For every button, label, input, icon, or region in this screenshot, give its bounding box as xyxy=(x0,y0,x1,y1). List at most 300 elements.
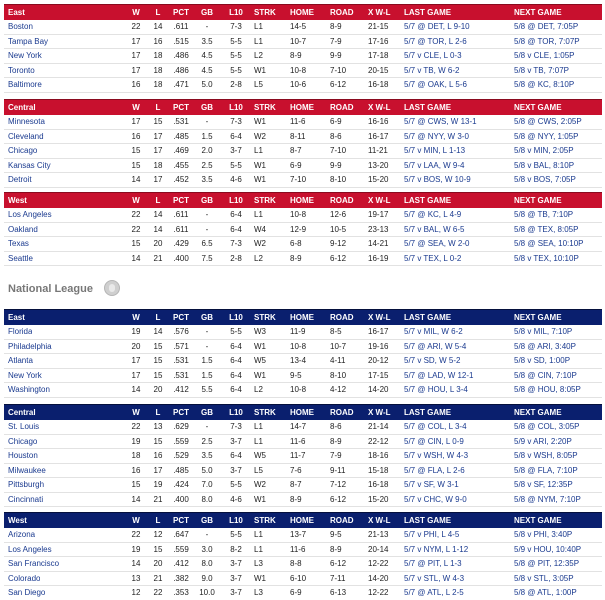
column-header-road: ROAD xyxy=(330,313,354,322)
last-game-link[interactable]: 5/7 v TEX, L 0-2 xyxy=(404,253,462,263)
team-link[interactable]: Milwaukee xyxy=(8,465,46,475)
team-link[interactable]: New York xyxy=(8,370,42,380)
table-row xyxy=(4,159,602,174)
stat-road: 9-5 xyxy=(330,530,342,540)
team-link[interactable]: Florida xyxy=(8,327,33,337)
next-game-link[interactable]: 5/8 @ TOR, 7:07P xyxy=(514,36,580,46)
last-game-link[interactable]: 5/7 @ KC, L 4-9 xyxy=(404,210,462,220)
stat-xwl: 20-14 xyxy=(368,544,389,554)
stat-road: 8-10 xyxy=(330,370,347,380)
stat-strk: L2 xyxy=(254,253,263,263)
table-row xyxy=(4,528,602,543)
team-link[interactable]: Arizona xyxy=(8,530,36,540)
stat-l: 21 xyxy=(153,573,163,583)
team-link[interactable]: Washington xyxy=(8,385,50,395)
stat-pct: .559 xyxy=(173,544,189,554)
stat-strk: L1 xyxy=(254,146,263,156)
stat-l10: 5-5 xyxy=(230,51,242,61)
stat-xwl: 16-17 xyxy=(368,327,389,337)
table-row xyxy=(4,115,602,130)
last-game-link[interactable]: 5/7 v SD, W 5-2 xyxy=(404,356,461,366)
stat-w: 15 xyxy=(131,239,141,249)
stat-pct: .531 xyxy=(173,370,189,380)
stat-home: 11-9 xyxy=(290,327,306,337)
stat-w: 20 xyxy=(131,341,141,351)
stat-l10: 5-5 xyxy=(230,530,242,540)
last-game-link[interactable]: 5/7 v MIN, L 1-13 xyxy=(404,146,466,156)
column-header-home: HOME xyxy=(290,196,314,205)
last-game-link[interactable]: 5/7 v CLE, L 0-3 xyxy=(404,51,462,61)
stat-w: 15 xyxy=(131,146,141,156)
column-header-l: L xyxy=(155,313,161,322)
next-game-link[interactable]: 5/8 v MIL, 7:10P xyxy=(514,327,573,337)
stat-w: 17 xyxy=(131,370,141,380)
stat-strk: W1 xyxy=(254,341,266,351)
stat-xwl: 15-20 xyxy=(368,175,389,185)
stat-home: 10-8 xyxy=(290,65,307,75)
division-american-league-east xyxy=(4,4,602,93)
next-game-link[interactable]: 5/9 v ARI, 2:20P xyxy=(514,436,572,446)
stat-pct: .452 xyxy=(173,175,189,185)
stat-xwl: 20-15 xyxy=(368,65,389,75)
stat-l10: 5-5 xyxy=(230,480,242,490)
stat-l10: 3-7 xyxy=(230,559,242,569)
stat-strk: W1 xyxy=(254,65,266,75)
team-link[interactable]: Philadelphia xyxy=(8,341,52,351)
stat-home: 14-5 xyxy=(290,22,307,32)
last-game-link[interactable]: 5/7 v WSH, W 4-3 xyxy=(404,451,469,461)
table-row xyxy=(4,543,602,558)
next-game-link[interactable]: 5/8 @ PIT, 12:35P xyxy=(514,559,580,569)
stat-pct: .485 xyxy=(173,465,189,475)
next-game-link[interactable]: 5/8 @ KC, 8:10P xyxy=(514,80,575,90)
last-game-link[interactable]: 5/7 @ LAD, W 12-1 xyxy=(404,370,474,380)
column-header-pct: PCT xyxy=(173,313,189,322)
stat-home: 8-9 xyxy=(290,494,302,504)
stat-l10: 3-7 xyxy=(230,465,242,475)
table-row xyxy=(4,449,602,464)
next-game-link[interactable]: 5/8 v TB, 7:07P xyxy=(514,65,569,75)
column-header-next: NEXT GAME xyxy=(514,313,562,322)
team-link[interactable]: Los Angeles xyxy=(8,210,52,220)
team-link[interactable]: Atlanta xyxy=(8,356,33,366)
stat-road: 10-5 xyxy=(330,224,347,234)
stat-road: 7-10 xyxy=(330,65,347,75)
stat-strk: W1 xyxy=(254,160,266,170)
team-link[interactable]: San Diego xyxy=(8,588,46,598)
table-row xyxy=(4,493,602,508)
stat-pct: .611 xyxy=(173,22,189,32)
stat-strk: W2 xyxy=(254,480,266,490)
division-national-league-central xyxy=(4,404,602,507)
stat-l10: 7-3 xyxy=(230,117,242,127)
column-header-road: ROAD xyxy=(330,8,354,17)
last-game-link[interactable]: 5/7 v TB, W 6-2 xyxy=(404,65,460,75)
stat-strk: W1 xyxy=(254,175,266,185)
next-game-link[interactable]: 5/8 v STL, 3:05P xyxy=(514,573,574,583)
stat-strk: W1 xyxy=(254,494,266,504)
division-national-league-east xyxy=(4,309,602,398)
stat-w: 17 xyxy=(131,65,141,75)
next-game-link[interactable]: 5/8 v MIN, 2:05P xyxy=(514,146,574,156)
column-header-xwl: X W-L xyxy=(368,408,391,417)
stat-home: 6-8 xyxy=(290,239,302,249)
stat-home: 8-8 xyxy=(290,559,302,569)
column-header-last: LAST GAME xyxy=(404,516,452,525)
team-link[interactable]: Houston xyxy=(8,451,38,461)
column-header-l10: L10 xyxy=(229,313,243,322)
stat-l: 18 xyxy=(153,160,163,170)
next-game-link[interactable]: 5/8 @ ATL, 1:00P xyxy=(514,588,577,598)
stat-gb: 8.0 xyxy=(201,559,213,569)
division-header xyxy=(4,404,602,420)
team-link[interactable]: Cincinnati xyxy=(8,494,44,504)
stat-road: 8-6 xyxy=(330,422,342,432)
stat-l10: 6-4 xyxy=(230,370,242,380)
table-row xyxy=(4,435,602,450)
next-game-link[interactable]: 5/8 v SF, 12:35P xyxy=(514,480,573,490)
table-row xyxy=(4,478,602,493)
stat-xwl: 13-20 xyxy=(368,160,389,170)
next-game-link[interactable]: 5/9 v HOU, 10:40P xyxy=(514,544,582,554)
next-game-link[interactable]: 5/8 @ NYY, 1:05P xyxy=(514,131,579,141)
stat-w: 14 xyxy=(131,559,141,569)
team-link[interactable]: Oakland xyxy=(8,224,38,234)
table-row xyxy=(4,144,602,159)
last-game-link[interactable]: 5/7 @ DET, L 9-10 xyxy=(404,22,470,32)
column-header-next: NEXT GAME xyxy=(514,103,562,112)
column-header-xwl: X W-L xyxy=(368,8,391,17)
stat-l10: 7-3 xyxy=(230,239,242,249)
last-game-link[interactable]: 5/7 @ SEA, W 2-0 xyxy=(404,239,470,249)
next-game-link[interactable]: 5/8 @ CWS, 2:05P xyxy=(514,117,582,127)
column-header-home: HOME xyxy=(290,408,314,417)
stat-gb: 4.5 xyxy=(201,65,213,75)
stat-l: 15 xyxy=(153,370,163,380)
stat-strk: L1 xyxy=(254,436,263,446)
stat-gb: - xyxy=(205,327,209,337)
next-game-link[interactable]: 5/8 v TEX, 10:10P xyxy=(514,253,579,263)
stat-road: 8-6 xyxy=(330,131,342,141)
table-row xyxy=(4,325,602,340)
stat-pct: .629 xyxy=(173,422,189,432)
stat-l10: 6-4 xyxy=(230,451,242,461)
stat-strk: W1 xyxy=(254,117,266,127)
column-header-gb: GB xyxy=(201,313,213,322)
last-game-link[interactable]: 5/7 @ FLA, L 2-6 xyxy=(404,465,465,475)
team-link[interactable]: Detroit xyxy=(8,175,32,185)
next-game-link[interactable]: 5/8 v BOS, 7:05P xyxy=(514,175,576,185)
column-header-l10: L10 xyxy=(229,408,243,417)
stat-l10: 4-6 xyxy=(230,175,242,185)
team-link[interactable]: Boston xyxy=(8,22,33,32)
next-game-link[interactable]: 5/8 @ ARI, 3:40P xyxy=(514,341,576,351)
stat-gb: - xyxy=(205,117,209,127)
stat-gb: 1.5 xyxy=(201,370,213,380)
stat-pct: .382 xyxy=(173,573,189,583)
stat-gb: 10.0 xyxy=(199,588,215,598)
stat-gb: - xyxy=(205,422,209,432)
next-game-link[interactable]: 5/8 @ DET, 7:05P xyxy=(514,22,579,32)
stat-strk: L2 xyxy=(254,385,263,395)
column-header-pct: PCT xyxy=(173,8,189,17)
stat-strk: L1 xyxy=(254,544,263,554)
stat-l: 22 xyxy=(153,588,163,598)
stat-l: 20 xyxy=(153,385,163,395)
stat-gb: 3.0 xyxy=(201,544,213,554)
stat-strk: L5 xyxy=(254,80,263,90)
column-header-road: ROAD xyxy=(330,408,354,417)
last-game-link[interactable]: 5/7 v PHI, L 4-5 xyxy=(404,530,460,540)
stat-xwl: 23-13 xyxy=(368,224,389,234)
column-header-pct: PCT xyxy=(173,516,189,525)
team-link[interactable]: Pittsburgh xyxy=(8,480,45,490)
team-link[interactable]: Chicago xyxy=(8,436,38,446)
stat-l: 14 xyxy=(153,210,163,220)
last-game-link[interactable]: 5/7 v CHC, W 9-0 xyxy=(404,494,467,504)
stat-w: 22 xyxy=(131,210,141,220)
stat-l10: 3-7 xyxy=(230,436,242,446)
stat-pct: .412 xyxy=(173,559,189,569)
stat-w: 13 xyxy=(131,573,141,583)
stat-gb: 5.0 xyxy=(201,465,213,475)
stat-home: 10-7 xyxy=(290,36,307,46)
stat-home: 8-9 xyxy=(290,51,302,61)
stat-road: 7-9 xyxy=(330,451,342,461)
stat-gb: 5.0 xyxy=(201,80,213,90)
stat-home: 10-8 xyxy=(290,385,307,395)
last-game-link[interactable]: 5/7 @ CIN, L 0-9 xyxy=(404,436,464,446)
stat-gb: 8.0 xyxy=(201,494,213,504)
table-row xyxy=(4,354,602,369)
last-game-link[interactable]: 5/7 v SF, W 3-1 xyxy=(404,480,459,490)
last-game-link[interactable]: 5/7 v MIL, W 6-2 xyxy=(404,327,463,337)
column-header-xwl: X W-L xyxy=(368,196,391,205)
team-link[interactable]: Texas xyxy=(8,239,29,249)
column-header-pct: PCT xyxy=(173,103,189,112)
column-header-gb: GB xyxy=(201,103,213,112)
stat-w: 22 xyxy=(131,530,141,540)
stat-xwl: 14-20 xyxy=(368,385,389,395)
stat-pct: .531 xyxy=(173,356,189,366)
stat-strk: W3 xyxy=(254,327,266,337)
stat-l10: 5-5 xyxy=(230,36,242,46)
last-game-link[interactable]: 5/7 v BOS, W 10-9 xyxy=(404,175,471,185)
stat-road: 9-11 xyxy=(330,465,346,475)
team-link[interactable]: Cleveland xyxy=(8,131,44,141)
team-link[interactable]: San Francisco xyxy=(8,559,60,569)
column-header-gb: GB xyxy=(201,516,213,525)
stat-w: 17 xyxy=(131,36,141,46)
column-header-pct: PCT xyxy=(173,196,189,205)
stat-strk: W1 xyxy=(254,573,266,583)
column-header-strk: STRK xyxy=(254,516,276,525)
stat-gb: - xyxy=(205,22,209,32)
stat-pct: .353 xyxy=(173,588,189,598)
stat-pct: .611 xyxy=(173,210,189,220)
team-link[interactable]: Kansas City xyxy=(8,160,51,170)
stat-xwl: 16-16 xyxy=(368,117,389,127)
next-game-link[interactable]: 5/8 v SD, 1:00P xyxy=(514,356,571,366)
next-game-link[interactable]: 5/8 @ TEX, 8:05P xyxy=(514,224,579,234)
stat-strk: L1 xyxy=(254,210,263,220)
last-game-link[interactable]: 5/7 @ CWS, W 13-1 xyxy=(404,117,477,127)
stat-road: 10-7 xyxy=(330,341,347,351)
last-game-link[interactable]: 5/7 @ PIT, L 1-3 xyxy=(404,559,462,569)
stat-strk: L1 xyxy=(254,22,263,32)
next-game-link[interactable]: 5/8 v WSH, 8:05P xyxy=(514,451,578,461)
stat-l10: 5-5 xyxy=(230,160,242,170)
table-row xyxy=(4,420,602,435)
last-game-link[interactable]: 5/7 v NYM, L 1-12 xyxy=(404,544,469,554)
stat-home: 12-9 xyxy=(290,224,307,234)
stat-l: 16 xyxy=(153,36,163,46)
column-header-last: LAST GAME xyxy=(404,196,452,205)
stat-l: 15 xyxy=(153,341,163,351)
stat-home: 9-5 xyxy=(290,370,302,380)
team-link[interactable]: St. Louis xyxy=(8,422,40,432)
column-header-home: HOME xyxy=(290,8,314,17)
stat-road: 8-9 xyxy=(330,22,342,32)
table-row xyxy=(4,35,602,50)
next-game-link[interactable]: 5/8 @ TB, 7:10P xyxy=(514,210,574,220)
stat-gb: 7.5 xyxy=(201,253,213,263)
stat-home: 13-7 xyxy=(290,530,307,540)
last-game-link[interactable]: 5/7 @ COL, L 3-4 xyxy=(404,422,467,432)
stat-road: 6-13 xyxy=(330,588,347,598)
next-game-link[interactable]: 5/8 @ SEA, 10:10P xyxy=(514,239,584,249)
stat-pct: .412 xyxy=(173,385,189,395)
team-link[interactable]: Chicago xyxy=(8,146,38,156)
column-header-l10: L10 xyxy=(229,516,243,525)
stat-home: 8-11 xyxy=(290,131,306,141)
table-row xyxy=(4,383,602,398)
last-game-link[interactable]: 5/7 v STL, W 4-3 xyxy=(404,573,465,583)
next-game-link[interactable]: 5/8 @ CIN, 7:10P xyxy=(514,370,577,380)
stat-xwl: 16-18 xyxy=(368,480,389,490)
column-header-l10: L10 xyxy=(229,103,243,112)
stat-pct: .486 xyxy=(173,65,189,75)
stat-pct: .455 xyxy=(173,160,189,170)
stat-w: 22 xyxy=(131,422,141,432)
stat-l: 16 xyxy=(153,451,163,461)
last-game-link[interactable]: 5/7 @ TOR, L 2-6 xyxy=(404,36,467,46)
stat-w: 22 xyxy=(131,22,141,32)
stat-xwl: 22-12 xyxy=(368,436,389,446)
stat-l10: 2-8 xyxy=(230,80,242,90)
stat-xwl: 15-20 xyxy=(368,494,389,504)
stat-l: 15 xyxy=(153,436,163,446)
stat-home: 11-7 xyxy=(290,451,306,461)
column-header-w: W xyxy=(132,103,140,112)
table-row xyxy=(4,78,602,93)
column-header-strk: STRK xyxy=(254,8,276,17)
column-header-w: W xyxy=(132,516,140,525)
table-row xyxy=(4,586,602,600)
division-header xyxy=(4,512,602,528)
stat-road: 8-9 xyxy=(330,544,342,554)
column-header-l10: L10 xyxy=(229,8,243,17)
stat-home: 6-10 xyxy=(290,573,307,583)
last-game-link[interactable]: 5/7 @ ATL, L 2-5 xyxy=(404,588,464,598)
next-game-link[interactable]: 5/8 v CLE, 1:05P xyxy=(514,51,575,61)
league-logo-icon xyxy=(104,280,120,296)
column-header-gb: GB xyxy=(201,8,213,17)
stat-l10: 6-4 xyxy=(230,356,242,366)
team-link[interactable]: New York xyxy=(8,51,42,61)
stat-home: 8-9 xyxy=(290,253,302,263)
division-american-league-west xyxy=(4,192,602,266)
stat-pct: .471 xyxy=(173,80,189,90)
next-game-link[interactable]: 5/8 @ FLA, 7:10P xyxy=(514,465,578,475)
stat-l: 17 xyxy=(153,175,163,185)
stat-strk: W2 xyxy=(254,131,266,141)
team-link[interactable]: Colorado xyxy=(8,573,41,583)
stat-l10: 3-7 xyxy=(230,588,242,598)
last-game-link[interactable]: 5/7 @ ARI, W 5-4 xyxy=(404,341,467,351)
last-game-link[interactable]: 5/7 @ HOU, L 3-4 xyxy=(404,385,468,395)
stat-l10: 3-7 xyxy=(230,573,242,583)
column-header-l: L xyxy=(155,408,161,417)
stat-strk: L1 xyxy=(254,530,263,540)
table-row xyxy=(4,557,602,572)
division-name: West xyxy=(8,196,27,205)
next-game-link[interactable]: 5/8 @ COL, 3:05P xyxy=(514,422,580,432)
last-game-link[interactable]: 5/7 @ NYY, W 3-0 xyxy=(404,131,469,141)
team-link[interactable]: Toronto xyxy=(8,65,35,75)
stat-xwl: 16-19 xyxy=(368,253,389,263)
stat-road: 4-12 xyxy=(330,385,347,395)
last-game-link[interactable]: 5/7 v BAL, W 6-5 xyxy=(404,224,465,234)
stat-road: 7-9 xyxy=(330,36,342,46)
next-game-link[interactable]: 5/8 @ HOU, 8:05P xyxy=(514,385,581,395)
stat-strk: W1 xyxy=(254,370,266,380)
table-row xyxy=(4,173,602,188)
last-game-link[interactable]: 5/7 v LAA, W 9-4 xyxy=(404,160,465,170)
team-link[interactable]: Los Angeles xyxy=(8,544,52,554)
stat-l10: 6-4 xyxy=(230,341,242,351)
stat-home: 7-6 xyxy=(290,465,302,475)
column-header-l: L xyxy=(155,516,161,525)
division-header xyxy=(4,4,602,20)
last-game-link[interactable]: 5/7 @ OAK, L 5-6 xyxy=(404,80,467,90)
team-link[interactable]: Tampa Bay xyxy=(8,36,49,46)
team-link[interactable]: Baltimore xyxy=(8,80,42,90)
stat-strk: L5 xyxy=(254,465,263,475)
table-row xyxy=(4,64,602,79)
stat-w: 14 xyxy=(131,253,141,263)
stat-w: 16 xyxy=(131,131,141,141)
stat-l: 14 xyxy=(153,22,163,32)
table-row xyxy=(4,237,602,252)
column-header-road: ROAD xyxy=(330,196,354,205)
stat-w: 12 xyxy=(131,588,141,598)
stat-pct: .469 xyxy=(173,146,189,156)
column-header-last: LAST GAME xyxy=(404,408,452,417)
next-game-link[interactable]: 5/8 v PHI, 3:40P xyxy=(514,530,573,540)
division-header xyxy=(4,309,602,325)
next-game-link[interactable]: 5/8 @ NYM, 7:10P xyxy=(514,494,581,504)
stat-l: 21 xyxy=(153,494,163,504)
stat-l: 12 xyxy=(153,530,163,540)
stat-l: 19 xyxy=(153,480,163,490)
next-game-link[interactable]: 5/8 v BAL, 8:10P xyxy=(514,160,575,170)
team-link[interactable]: Minnesota xyxy=(8,117,45,127)
stat-home: 11-6 xyxy=(290,544,306,554)
team-link[interactable]: Seattle xyxy=(8,253,33,263)
table-row xyxy=(4,20,602,35)
stat-w: 17 xyxy=(131,117,141,127)
